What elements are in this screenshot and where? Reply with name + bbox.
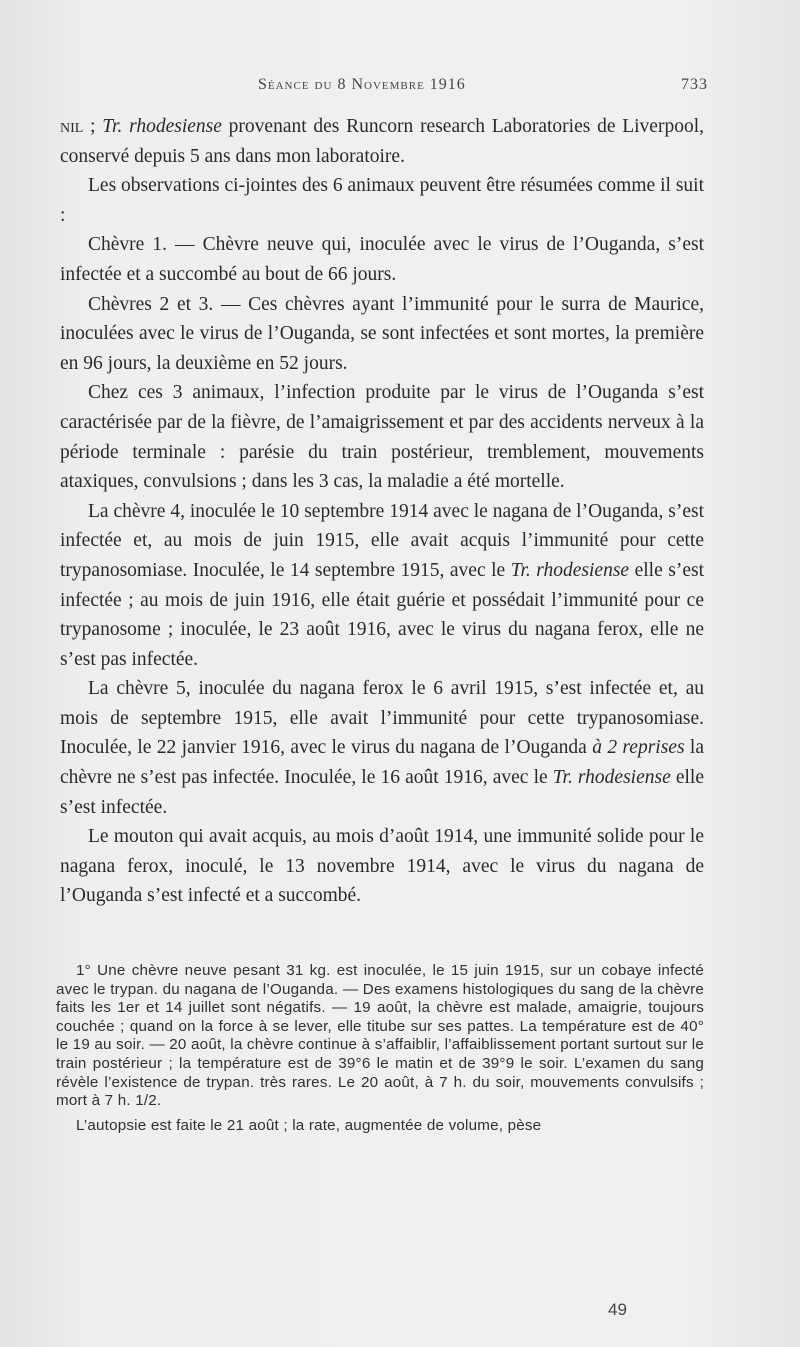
paragraph-1-rest: provenant des Runcorn research Laboratories de Liverpool, conservé depuis 5 ans dans mon laboratoire. bbox=[60, 116, 705, 167]
separator: ; bbox=[83, 116, 103, 137]
paragraph-goat-4 bbox=[60, 497, 704, 675]
observation-notes bbox=[56, 962, 704, 1135]
note-autopsy: L’autopsie est faite le 21 août ; la rate, augmentée de volume, pèse bbox=[76, 1116, 542, 1134]
main-text bbox=[60, 112, 704, 911]
goat-5-text-a: La chèvre 5, inoculée du nagana ferox le 6 avril 1915, s’est infectée et, au mois de septembre 1915, elle avait l’immunité pour cette trypanosomiase. Inoculée, le 22 janvier 1916, avec le virus du nagana de l’Ouganda bbox=[60, 678, 704, 759]
page-number: 733 bbox=[681, 76, 708, 93]
paragraph-goat-1: Chèvre 1. — Chèvre neuve qui, inoculée avec le virus de l’Ouganda, s’est infectée et a succombé au bout de 66 jours. bbox=[60, 234, 704, 285]
goat-5-emphasis: à 2 reprises bbox=[592, 737, 685, 759]
note-1: 1° Une chèvre neuve pesant 31 kg. est inoculée, le 15 juin 1915, sur un cobaye infecté avec le trypan. du nagana de l’Ouganda. — Des examens histologiques du sang de la chèvre faits les 1er et 14 juillet sont négatifs. — 19 août, la chèvre est malade, amaigrie, toujours couchée ; quand on la force à se lever, elle titube sur ses pattes. La température est de 40° le 19 au soir. — 20 août, la chèvre continue à s’affaiblir, l’affaiblissement portant surtout sur le train postérieur ; la température est de 39°6 le matin et de 39°9 le soir. L’examen du sang révèle l’existence de trypan. très rares. Le 20 août, à 7 h. du soir, mouvements convulsifs ; mort à 7 h. 1/2. bbox=[56, 962, 704, 1110]
running-title: Séance du 8 Novembre 1916 bbox=[258, 76, 466, 93]
signature-mark: 49 bbox=[608, 1300, 627, 1319]
paragraph-goats-2-3: Chèvres 2 et 3. — Ces chèvres ayant l’immunité pour le surra de Maurice, inoculées avec le virus de l’Ouganda, se sont infectées et sont mortes, la première en 96 jours, la deuxième en 52 jours. bbox=[60, 293, 704, 374]
goat-4-text-b: elle s’est infectée ; au mois de juin 1916, elle était guérie et possédait l’immunité pour ce trypanosome ; inoculée, le 23 août 1916, avec le virus du nagana ferox, elle ne s’est pas infectée. bbox=[60, 559, 705, 670]
goat-5-text-b: la chèvre ne s’est pas infectée. Inoculée, le 16 août 1916, avec le bbox=[60, 737, 704, 789]
goat-4-text-a: La chèvre 4, inoculée le 10 septembre 1914 avec le nagana de l’Ouganda, s’est infectée et, au mois de juin 1915, elle avait acquis l’immunité pour cette trypanosomiase. Inoculée, le 14 septembre 1915, avec le bbox=[60, 500, 704, 581]
species-name: Tr. rhodesiense bbox=[102, 116, 222, 137]
goat-4-species: Tr. rhodesiense bbox=[510, 559, 630, 581]
word-nil: nil bbox=[60, 116, 84, 137]
goat-5-text-c: elle s’est infectée. bbox=[60, 767, 704, 818]
paragraph-sheep: Le mouton qui avait acquis, au mois d’août 1914, une immunité solide pour le nagana ferox, inoculé, le 13 novembre 1914, avec le virus du nagana de l’Ouganda s’est infecté et a succombé. bbox=[60, 826, 704, 907]
paragraph-2: Les observations ci-jointes des 6 animaux peuvent être résumées comme il suit : bbox=[60, 175, 704, 226]
goat-5-species: Tr. rhodesiense bbox=[552, 767, 671, 789]
paragraph-infection-summary: Chez ces 3 animaux, l’infection produite par le virus de l’Ouganda s’est caractérisée par de la fièvre, de l’amaigrissement et par des accidents nerveux à la période terminale : parésie du train postérieur, tremblement, mouvements ataxiques, convulsions ; dans les 3 cas, la maladie a été mortelle. bbox=[60, 382, 704, 493]
paragraph-1 bbox=[60, 112, 704, 171]
paragraph-goat-5 bbox=[60, 674, 704, 822]
